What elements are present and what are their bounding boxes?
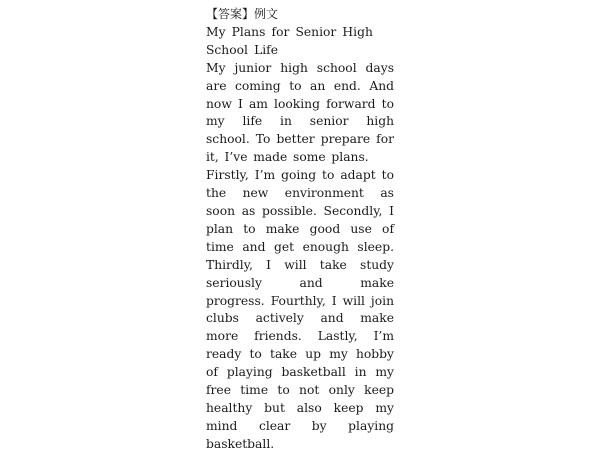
answer-header: 【答案】例文 (206, 7, 279, 21)
essay-paragraph-2: Firstly, I’m going to adapt to the new environment as soon as possible. Secondly, I plan to make good use of time and get enough sleep. Thirdly, I will take study seriously and make progress. Fourthly, I will join clubs actively and make more friends. Lastly, I’m ready to take up my hobby of playing basketball in my free time to not only keep healthy but also keep my mind clear by playing basketball. (206, 168, 394, 451)
document-column (206, 6, 394, 454)
essay-title: My Plans for Senior High School Life (206, 24, 373, 57)
essay-paragraph-1: My junior high school days are coming to an end. And now I am looking forward to my life in senior high school. To better prepare for it, I’ve made some plans. (206, 60, 394, 165)
